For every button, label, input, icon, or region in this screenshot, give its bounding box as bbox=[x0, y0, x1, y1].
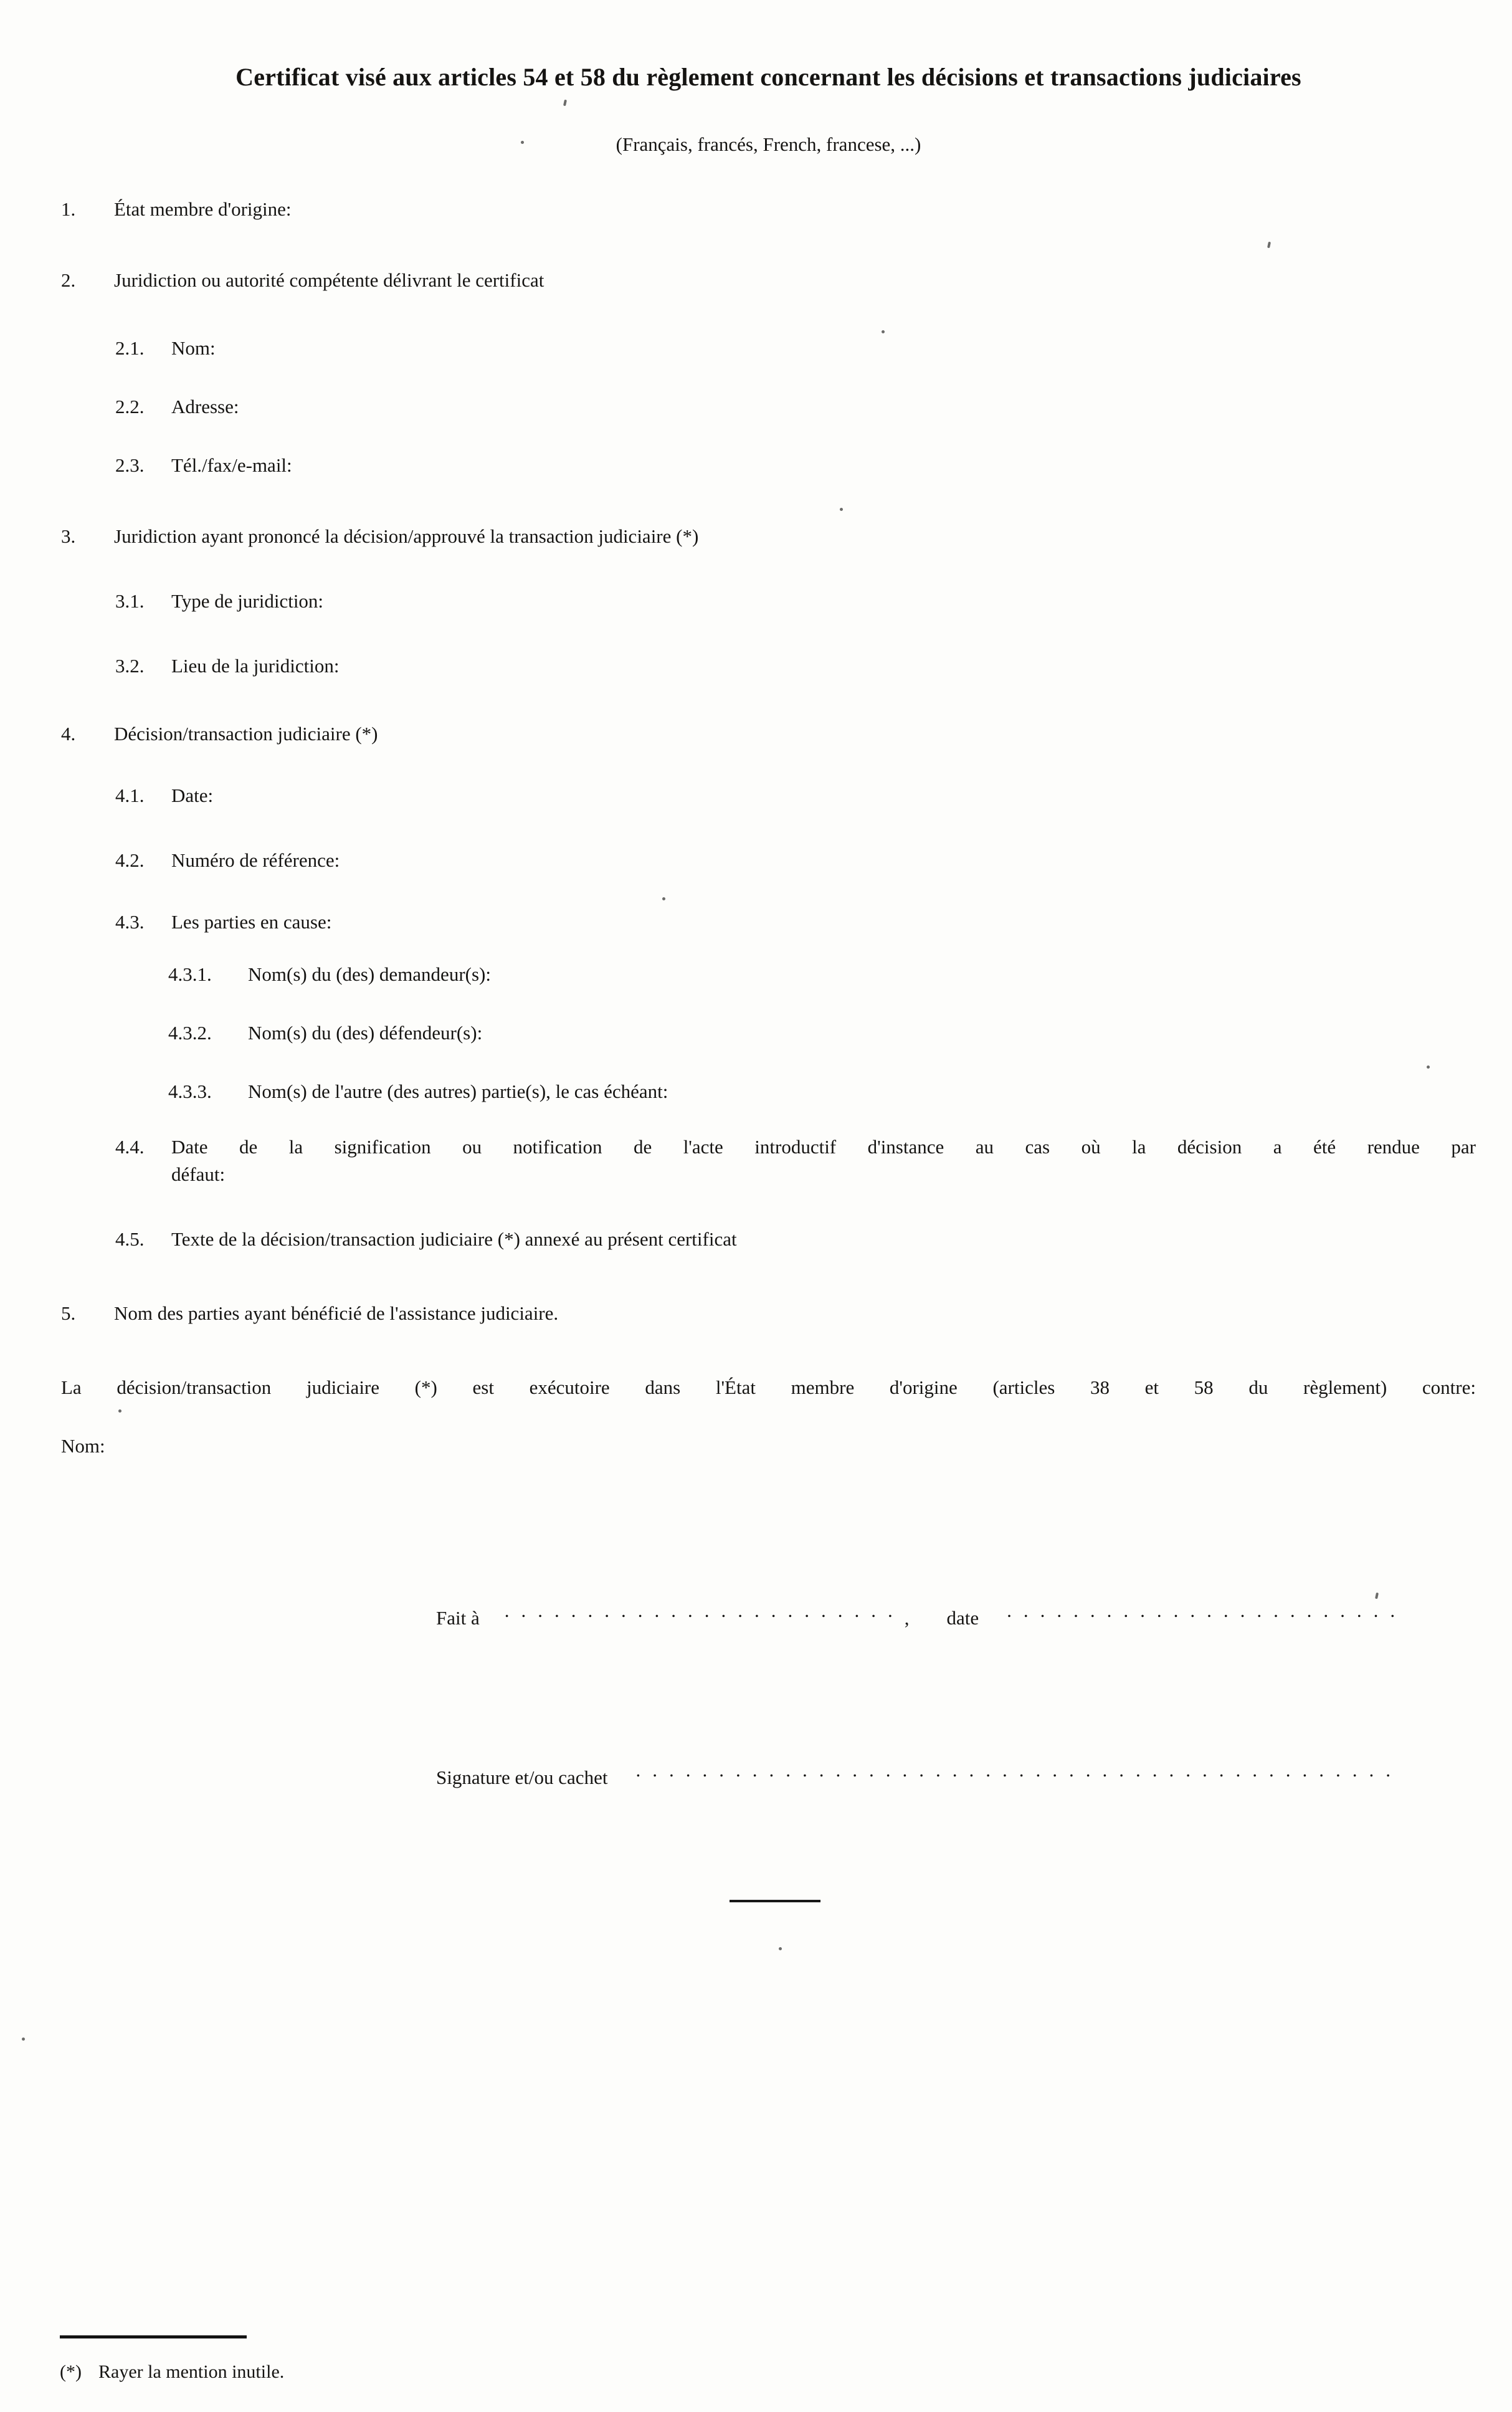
scan-noise bbox=[882, 330, 885, 333]
item-text: État membre d'origine: bbox=[114, 198, 292, 220]
form-item-4-3-1 bbox=[168, 961, 1476, 988]
scan-noise bbox=[563, 100, 567, 107]
item-text: Nom(s) du (des) défendeur(s): bbox=[248, 1022, 483, 1044]
footnote-text: Rayer la mention inutile. bbox=[98, 2362, 285, 2382]
item-text: Texte de la décision/transaction judiciaire (*) annexé au présent certificat bbox=[171, 1228, 737, 1250]
scan-noise bbox=[521, 141, 524, 144]
signature-label: Signature et/ou cachet bbox=[436, 1766, 608, 1788]
name-label: Nom: bbox=[61, 1435, 105, 1457]
item-text: Nom(s) du (des) demandeur(s): bbox=[248, 963, 491, 985]
form-item-2 bbox=[61, 267, 1476, 294]
signature-dotted-line: .............................................. bbox=[635, 1759, 1402, 1781]
form-item-2-3 bbox=[115, 452, 1476, 479]
item-number: 4.3.2. bbox=[168, 1022, 212, 1044]
item-number: 4. bbox=[61, 723, 76, 745]
enforceability-paragraph: La décision/transaction judiciaire (*) est exécutoire dans l'État membre d'origine (articles 38 et 58 du règlement) contre: bbox=[61, 1376, 1476, 1398]
item-text: Nom(s) de l'autre (des autres) partie(s), le cas échéant: bbox=[248, 1080, 668, 1102]
item-number: 4.3. bbox=[115, 911, 145, 933]
item-number: 4.5. bbox=[115, 1228, 145, 1250]
form-item-3-2 bbox=[115, 652, 1476, 680]
form-item-5 bbox=[61, 1300, 1476, 1327]
footnote-marker: (*) bbox=[60, 2362, 82, 2382]
date-label: date bbox=[946, 1607, 979, 1629]
form-item-2-2 bbox=[115, 393, 1476, 421]
fait-a-label: Fait à bbox=[436, 1607, 480, 1629]
item-number: 2. bbox=[61, 269, 76, 291]
scan-noise bbox=[840, 508, 843, 511]
form-item-4-1 bbox=[115, 782, 1476, 809]
signature-line bbox=[436, 1757, 1476, 1791]
form-item-3-1 bbox=[115, 588, 1476, 615]
item-number: 3. bbox=[61, 525, 76, 547]
scan-noise bbox=[22, 2038, 25, 2041]
item-text: Numéro de référence: bbox=[171, 849, 340, 871]
date-dotted-line: ........................ bbox=[1007, 1599, 1407, 1621]
footnote-text-row bbox=[60, 2358, 284, 2386]
place-and-date-line bbox=[436, 1597, 1476, 1632]
document-title: Certificat visé aux articles 54 et 58 du règlement concernant les décisions et transactions judiciaires bbox=[235, 63, 1301, 91]
item-text: Adresse: bbox=[171, 396, 239, 417]
form-item-4-5 bbox=[115, 1226, 1476, 1253]
item-text: Juridiction ou autorité compétente délivrant le certificat bbox=[114, 269, 544, 291]
item-text: Nom des parties ayant bénéficié de l'assistance judiciaire. bbox=[114, 1302, 559, 1324]
item-text: Type de juridiction: bbox=[171, 590, 324, 612]
form-item-4 bbox=[61, 720, 1476, 748]
item-number: 5. bbox=[61, 1302, 76, 1324]
language-subtitle: (Français, francés, French, francese, ...) bbox=[616, 133, 921, 155]
scan-noise bbox=[118, 1409, 121, 1413]
form-items-list bbox=[61, 196, 1476, 1327]
item-number: 3.2. bbox=[115, 655, 145, 677]
comma: , bbox=[904, 1607, 910, 1629]
scan-noise bbox=[1427, 1065, 1430, 1069]
item-text: Tél./fax/e-mail: bbox=[171, 454, 292, 476]
item-text: Décision/transaction judiciaire (*) bbox=[114, 723, 378, 745]
form-item-4-2 bbox=[115, 847, 1476, 874]
item-text-line2: défaut: bbox=[171, 1163, 226, 1185]
form-item-4-3-2 bbox=[168, 1019, 1476, 1047]
item-text: Lieu de la juridiction: bbox=[171, 655, 340, 677]
footnote-divider bbox=[60, 2335, 247, 2338]
item-text: Date: bbox=[171, 784, 214, 806]
item-number: 3.1. bbox=[115, 590, 145, 612]
form-item-4-3-3 bbox=[168, 1078, 1476, 1105]
form-item-3 bbox=[61, 523, 1476, 550]
item-number: 4.4. bbox=[115, 1136, 145, 1158]
scan-noise bbox=[779, 1947, 782, 1950]
form-item-1 bbox=[61, 196, 1476, 223]
scan-noise bbox=[662, 897, 665, 900]
item-number: 4.1. bbox=[115, 784, 145, 806]
item-number: 4.3.3. bbox=[168, 1080, 212, 1102]
item-number: 2.2. bbox=[115, 396, 145, 417]
form-item-2-1 bbox=[115, 335, 1476, 362]
item-text: Les parties en cause: bbox=[171, 911, 332, 933]
item-text: Nom: bbox=[171, 337, 216, 359]
item-number: 2.1. bbox=[115, 337, 145, 359]
footnote bbox=[60, 2335, 284, 2386]
signature-block bbox=[436, 1597, 1476, 1791]
form-item-4-3 bbox=[115, 908, 1476, 936]
item-number: 4.2. bbox=[115, 849, 145, 871]
item-text: Juridiction ayant prononcé la décision/approuvé la transaction judiciaire (*) bbox=[114, 525, 699, 547]
separator-line bbox=[730, 1900, 820, 1902]
item-number: 4.3.1. bbox=[168, 963, 212, 985]
fait-a-dotted-line: ........................ bbox=[504, 1599, 905, 1621]
item-number: 2.3. bbox=[115, 454, 145, 476]
item-text bbox=[171, 1133, 1476, 1188]
form-item-4-4 bbox=[115, 1133, 1476, 1188]
item-text-line1: Date de la signification ou notification de l'acte introductif d'instance au cas où la décision a été rendue par bbox=[171, 1136, 1476, 1158]
item-number: 1. bbox=[61, 198, 76, 220]
